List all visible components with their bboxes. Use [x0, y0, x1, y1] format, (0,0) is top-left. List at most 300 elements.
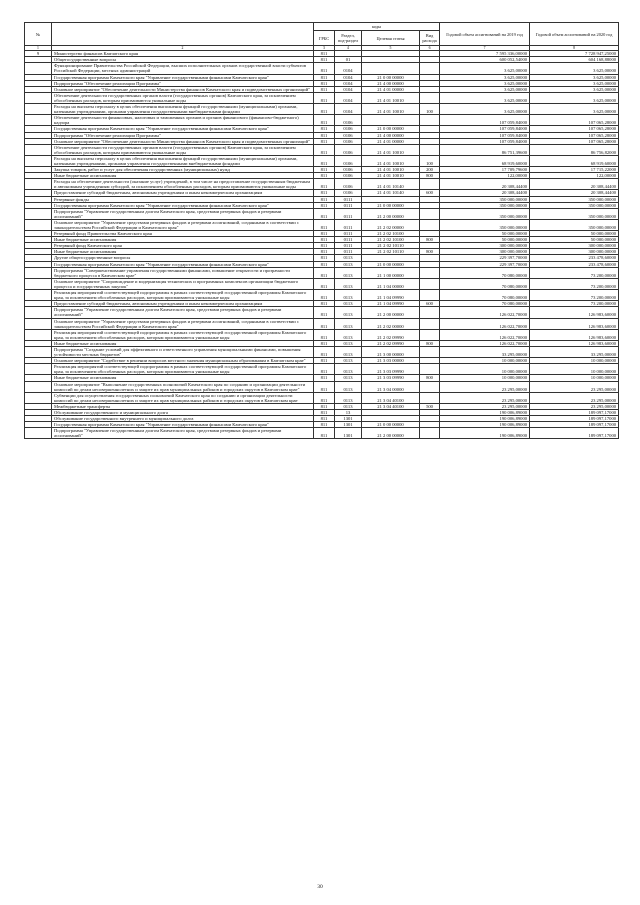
amount-2020: 23 295,00000	[530, 392, 619, 403]
grbs-code: 811	[314, 290, 335, 301]
amount-2019: 107 059,84000	[440, 115, 530, 126]
amount-2020: 7 728 947,25000	[530, 51, 619, 57]
section-code: 0111	[335, 243, 362, 249]
row-number	[25, 115, 52, 126]
section-code: 0106	[335, 155, 362, 166]
grbs-code: 811	[314, 318, 335, 329]
row-number	[25, 392, 52, 403]
item-name: Расходы на выплаты персоналу в целях обеспечения выполнения функций государственными (муниципальными) органами, казенными учреждениями, органами управления государственными внебюджетными фондами	[52, 104, 314, 115]
item-name: Подпрограмма "Управление государственным долгом Камчатского края, средствами резервных фондов и резервами ассигнований"	[52, 307, 314, 318]
item-name: Подпрограмма "Совершенствование управления государственными финансами, повышение открытости и прозрачности бюджетного процесса в Камчатском крае"	[52, 267, 314, 278]
item-name: Подпрограмма "Управление государственным долгом Камчатского края, средствами резервных фондов и резервами ассигнований"	[52, 428, 314, 439]
expense-type-code	[420, 92, 440, 103]
expense-type-code: 800	[420, 375, 440, 381]
amount-2019: 126 022,70000	[440, 318, 530, 329]
target-item-code	[362, 63, 420, 74]
section-code: 1301	[335, 422, 362, 428]
item-name: Основное мероприятие "Обеспечение деятельности Министерства финансов Камчатского края и подведомственных организаций"	[52, 138, 314, 144]
table-row	[25, 318, 619, 329]
amount-2019: 3 625,00000	[440, 74, 530, 80]
amount-2019: 10 000,00000	[440, 375, 530, 381]
row-number	[25, 428, 52, 439]
item-name: Обеспечение деятельности государственных органов власти (государственных органов) Камчатского края, за исключением обособленных расходов, которым присваиваются уникальные коды	[52, 144, 314, 155]
target-item-code: 21 4 00 00000	[362, 80, 420, 86]
amount-2019: 33 295,00000	[440, 346, 530, 357]
amount-2020: 350 000,00000	[530, 208, 619, 219]
amount-2019: 3 625,00000	[440, 80, 530, 86]
item-name: Иные бюджетные ассигнования	[52, 249, 314, 255]
amount-2019: 17 709,79600	[440, 167, 530, 173]
target-item-code: 21 2 02 09990	[362, 329, 420, 340]
table-row	[25, 144, 619, 155]
table-row	[25, 381, 619, 392]
amount-2019: 50 000,00000	[440, 231, 530, 237]
amount-2020: 189 097,17000	[530, 416, 619, 422]
item-name: Субвенции для осуществления государственных полномочий Камчатского края по созданию и организации деятельности комиссий по делам несовершеннолетних и защите их прав муниципальных районов и городских округов в Камчатском крае	[52, 392, 314, 403]
amount-2019: 68 919,60000	[440, 155, 530, 166]
item-name: Подпрограмма "Обеспечение реализации Программы"	[52, 80, 314, 86]
expense-type-code	[420, 346, 440, 357]
amount-2020: 10 000,00000	[530, 364, 619, 375]
target-item-code: 21 2 02 09990	[362, 340, 420, 346]
section-code: 0113	[335, 301, 362, 307]
grbs-code: 811	[314, 422, 335, 428]
table-row	[25, 290, 619, 301]
grbs-code: 811	[314, 255, 335, 261]
document-page	[24, 22, 618, 439]
column-index: 3	[314, 46, 335, 51]
grbs-code: 811	[314, 57, 335, 63]
grbs-code: 811	[314, 243, 335, 249]
section-code: 0104	[335, 104, 362, 115]
table-row	[25, 392, 619, 403]
table-row	[25, 179, 619, 190]
target-item-code	[362, 115, 420, 126]
amount-2020: 10 000,00000	[530, 358, 619, 364]
target-item-code: 21 1 04 09990	[362, 301, 420, 307]
target-item-code: 21 0 00 00000	[362, 261, 420, 267]
grbs-code: 811	[314, 132, 335, 138]
amount-2019: 70 080,00000	[440, 301, 530, 307]
amount-2020: 107 065,28000	[530, 126, 619, 132]
item-name: Основное мероприятие "Содействие в решении вопросов местного значения муниципальным образованиям в Камчатском крае"	[52, 358, 314, 364]
target-item-code: 21 2 02 10110	[362, 249, 420, 255]
item-name: Обеспечение деятельности финансовых, налоговых и таможенных органов и органов финансового (финансово-бюджетного) надзора	[52, 115, 314, 126]
amount-2019: 50 000,00000	[440, 237, 530, 243]
item-name: Иные бюджетные ассигнования	[52, 375, 314, 381]
section-code: 0104	[335, 80, 362, 86]
amount-2020: 73 200,00000	[530, 267, 619, 278]
amount-2020: 73 200,00000	[530, 290, 619, 301]
table-row	[25, 155, 619, 166]
amount-2019: 122,00000	[440, 173, 530, 179]
amount-2019: 190 006,89000	[440, 416, 530, 422]
grbs-code: 811	[314, 278, 335, 289]
amount-2020: 68 919,60000	[530, 155, 619, 166]
amount-2019: 23 295,00000	[440, 403, 530, 409]
amount-2020: 86 756,82000	[530, 144, 619, 155]
table-row	[25, 115, 619, 126]
grbs-code: 811	[314, 392, 335, 403]
section-code: 0113	[335, 261, 362, 267]
section-code: 0113	[335, 318, 362, 329]
amount-2020: 23 295,00000	[530, 403, 619, 409]
amount-2019: 300 000,00000	[440, 243, 530, 249]
expense-type-code: 600	[420, 301, 440, 307]
item-name: Другие общегосударственные вопросы	[52, 255, 314, 261]
item-name: Обслуживание государственного и муниципального долга	[52, 410, 314, 416]
amount-2019: 3 625,00000	[440, 86, 530, 92]
section-code: 0113	[335, 381, 362, 392]
grbs-code: 811	[314, 301, 335, 307]
expense-type-code: 800	[420, 173, 440, 179]
target-item-code: 21 4 00 00000	[362, 132, 420, 138]
amount-2019: 10 000,00000	[440, 358, 530, 364]
expense-type-code	[420, 428, 440, 439]
table-body	[25, 51, 619, 439]
grbs-code: 811	[314, 219, 335, 230]
item-name: Закупка товаров, работ и услуг для обеспечения государственных (муниципальных) нужд	[52, 167, 314, 173]
grbs-code: 811	[314, 104, 335, 115]
target-item-code: 21 4 01 10140	[362, 179, 420, 190]
grbs-code: 811	[314, 86, 335, 92]
expense-type-code: 800	[420, 340, 440, 346]
grbs-code: 811	[314, 381, 335, 392]
section-code: 0113	[335, 364, 362, 375]
expense-type-code	[420, 318, 440, 329]
amount-2020: 350 000,00000	[530, 196, 619, 202]
section-code: 0113	[335, 255, 362, 261]
grbs-code: 811	[314, 340, 335, 346]
section-code: 01	[335, 57, 362, 63]
amount-2019: 229 397,70000	[440, 255, 530, 261]
column-index: 6	[420, 46, 440, 51]
amount-2020: 126 983,60000	[530, 307, 619, 318]
item-name: Подпрограмма "Управление государственным долгом Камчатского края, средствами резервных фондов и резервами ассигнований"	[52, 208, 314, 219]
item-name: Резервные фонды	[52, 196, 314, 202]
table-row	[25, 307, 619, 318]
target-item-code: 21 3 03 00000	[362, 358, 420, 364]
table-row	[25, 329, 619, 340]
amount-2019: 190 006,89000	[440, 422, 530, 428]
item-name: Расходы на выплаты персоналу в целях обеспечения выполнения функций государственными (муниципальными) органами, казенными учреждениями, органами управления государственными внебюджетными фондами	[52, 155, 314, 166]
expense-type-code	[420, 144, 440, 155]
grbs-code: 811	[314, 202, 335, 208]
expense-type-code	[420, 267, 440, 278]
item-name: Иные бюджетные ассигнования	[52, 237, 314, 243]
row-number: 9	[25, 51, 52, 57]
amount-2019: 23 295,00000	[440, 381, 530, 392]
grbs-code: 811	[314, 179, 335, 190]
grbs-code: 811	[314, 375, 335, 381]
item-name: Функционирование Правительства Российской Федерации, высших исполнительных органов государственной власти субъектов Российской Федерации, местных администраций	[52, 63, 314, 74]
item-name: Государственная программа Камчатского края "Управление государственными финансами Камчатского края"	[52, 74, 314, 80]
amount-2020: 73 200,00000	[530, 278, 619, 289]
grbs-code: 811	[314, 190, 335, 196]
amount-2019: 3 625,00000	[440, 104, 530, 115]
grbs-code: 811	[314, 208, 335, 219]
amount-2020: 3 625,00000	[530, 63, 619, 74]
column-index: 8	[530, 46, 619, 51]
target-item-code: 21 4 01 10010	[362, 92, 420, 103]
header-expense-type: Вид расхода	[420, 31, 440, 46]
grbs-code: 811	[314, 196, 335, 202]
grbs-code: 811	[314, 80, 335, 86]
target-item-code: 21 4 01 10010	[362, 144, 420, 155]
target-item-code: 21 3 04 40100	[362, 403, 420, 409]
amount-2020: 107 065,28000	[530, 138, 619, 144]
item-name: Межбюджетные трансферты	[52, 403, 314, 409]
target-item-code: 21 2 00 00000	[362, 428, 420, 439]
amount-2019: 600 052,54000	[440, 57, 530, 63]
section-code: 13	[335, 410, 362, 416]
target-item-code: 21 3 04 40100	[362, 392, 420, 403]
target-item-code: 21 2 02 00000	[362, 318, 420, 329]
item-name: Предоставление субсидий бюджетным, автономным учреждениям и иным некоммерческим организациям	[52, 190, 314, 196]
expense-type-code	[420, 329, 440, 340]
expense-type-code	[420, 392, 440, 403]
target-item-code: 21 2 02 10110	[362, 243, 420, 249]
item-name: Реализация мероприятий соответствующей подпрограммы в рамках соответствующей государственной программы Камчатского края, за исключением обособленных расходов, которым присваиваются уникальные коды	[52, 364, 314, 375]
item-name: Государственная программа Камчатского края "Управление государственными финансами Камчатского края"	[52, 202, 314, 208]
amount-2020: 350 000,00000	[530, 202, 619, 208]
amount-2020: 300 000,00000	[530, 249, 619, 255]
row-number	[25, 144, 52, 155]
amount-2020: 122,00000	[530, 173, 619, 179]
header-grbs: ГРБС	[314, 31, 335, 46]
item-name: Резервный фонд Правительства Камчатского края	[52, 231, 314, 237]
amount-2019: 350 000,00000	[440, 202, 530, 208]
section-code: 1301	[335, 428, 362, 439]
row-number	[25, 208, 52, 219]
amount-2020: 350 000,00000	[530, 219, 619, 230]
expense-type-code	[420, 381, 440, 392]
target-item-code: 21 4 01 10140	[362, 190, 420, 196]
target-item-code: 21 1 00 00000	[362, 267, 420, 278]
header-name	[52, 23, 314, 46]
target-item-code: 21 0 00 00000	[362, 126, 420, 132]
section-code: 0113	[335, 278, 362, 289]
amount-2019: 107 059,84000	[440, 138, 530, 144]
amount-2020: 189 097,17000	[530, 422, 619, 428]
target-item-code: 21 1 04 09990	[362, 290, 420, 301]
item-name: Реализация мероприятий соответствующей подпрограммы в рамках соответствующей государственной программы Камчатского края, за исключением обособленных расходов, которым присваиваются уникальные коды	[52, 329, 314, 340]
item-name: Государственная программа Камчатского края "Управление государственными финансами Камчатского края"	[52, 261, 314, 267]
amount-2020: 233 478,60000	[530, 261, 619, 267]
amount-2019: 7 595 336,00000	[440, 51, 530, 57]
header-section: Раздел, под-раздел	[335, 31, 362, 46]
expense-type-code	[420, 290, 440, 301]
expense-type-code	[420, 208, 440, 219]
row-number	[25, 318, 52, 329]
section-code: 0111	[335, 249, 362, 255]
amount-2020: 73 200,00000	[530, 301, 619, 307]
amount-2020: 23 295,00000	[530, 381, 619, 392]
target-item-code: 21 4 01 10010	[362, 104, 420, 115]
section-code: 0113	[335, 346, 362, 357]
grbs-code: 811	[314, 92, 335, 103]
grbs-code: 811	[314, 403, 335, 409]
section-code: 0113	[335, 340, 362, 346]
expense-type-code	[420, 219, 440, 230]
amount-2020: 20 308,44400	[530, 190, 619, 196]
target-item-code: 21 3 00 00000	[362, 346, 420, 357]
grbs-code: 811	[314, 364, 335, 375]
table-row	[25, 219, 619, 230]
amount-2019: 126 022,70000	[440, 307, 530, 318]
amount-2020: 107 065,28000	[530, 132, 619, 138]
target-item-code: 21 0 00 00000	[362, 202, 420, 208]
section-code: 1301	[335, 416, 362, 422]
item-name: Предоставление субсидий бюджетным, автономным учреждениям и иным некоммерческим организациям	[52, 301, 314, 307]
expense-type-code	[420, 115, 440, 126]
amount-2020: 3 625,00000	[530, 92, 619, 103]
amount-2020: 300 000,00000	[530, 243, 619, 249]
amount-2019: 229 397,70000	[440, 261, 530, 267]
target-item-code: 21 4 01 00000	[362, 138, 420, 144]
target-item-code: 21 2 00 00000	[362, 307, 420, 318]
table-row	[25, 364, 619, 375]
amount-2020: 126 983,60000	[530, 340, 619, 346]
expense-type-code	[420, 307, 440, 318]
column-index: 2	[52, 46, 314, 51]
amount-2020: 3 625,00000	[530, 86, 619, 92]
grbs-code: 811	[314, 155, 335, 166]
grbs-code: 811	[314, 173, 335, 179]
amount-2020: 50 000,00000	[530, 231, 619, 237]
amount-2019: 350 000,00000	[440, 196, 530, 202]
grbs-code: 811	[314, 144, 335, 155]
page-number: 30	[317, 884, 323, 890]
item-name: Основное мероприятие "Выполнение государственных полномочий Камчатского края по созданию и организации деятельности комиссий по делам несовершеннолетних и защите их прав муниципальных районов и городских округов в Камчатском крае"	[52, 381, 314, 392]
section-code: 0106	[335, 179, 362, 190]
section-code: 0106	[335, 190, 362, 196]
item-name: Основное мероприятие "Обеспечение деятельности Министерства финансов Камчатского края и подведомственных организаций"	[52, 86, 314, 92]
row-number	[25, 381, 52, 392]
expense-type-code: 500	[420, 403, 440, 409]
section-code: 0104	[335, 86, 362, 92]
amount-2020: 233 478,60000	[530, 255, 619, 261]
expense-type-code	[420, 63, 440, 74]
header-target-item: Целевая статья	[362, 31, 420, 46]
amount-2019: 107 059,84000	[440, 132, 530, 138]
section-code: 0106	[335, 173, 362, 179]
expense-type-code: 100	[420, 155, 440, 166]
row-number	[25, 307, 52, 318]
amount-2019: 107 059,84000	[440, 126, 530, 132]
grbs-code: 811	[314, 329, 335, 340]
grbs-code: 811	[314, 115, 335, 126]
amount-2019: 20 308,44400	[440, 190, 530, 196]
item-name: Подпрограмма "Обеспечение реализации Программы"	[52, 132, 314, 138]
target-item-code: 21 3 04 00000	[362, 381, 420, 392]
section-code: 0106	[335, 115, 362, 126]
amount-2019: 190 006,89000	[440, 410, 530, 416]
grbs-code: 811	[314, 126, 335, 132]
amount-2020: 189 097,17000	[530, 410, 619, 416]
expense-type-code: 200	[420, 167, 440, 173]
target-item-code: 21 2 00 00000	[362, 208, 420, 219]
table-row	[25, 92, 619, 103]
amount-2019: 300 000,00000	[440, 249, 530, 255]
row-number	[25, 278, 52, 289]
header-year-2020: Годовой объем ассигнований на 2020 год	[530, 23, 619, 46]
amount-2019: 190 006,89000	[440, 428, 530, 439]
column-index: 5	[362, 46, 420, 51]
table-row	[25, 267, 619, 278]
section-code: 0111	[335, 219, 362, 230]
table-row	[25, 428, 619, 439]
amount-2020: 604 168,88000	[530, 57, 619, 63]
expense-type-code: 800	[420, 237, 440, 243]
row-number	[25, 104, 52, 115]
item-name: Расходы на обеспечение деятельности (оказание услуг) учреждений, в том числе на предоставление государственным бюджетным и автономным учреждениям субсидий, за исключением обособленных расходов, которым присваиваются уникальные коды	[52, 179, 314, 190]
target-item-code: 21 2 02 00000	[362, 219, 420, 230]
item-name: Иные бюджетные ассигнования	[52, 173, 314, 179]
row-number	[25, 364, 52, 375]
budget-table	[24, 22, 619, 439]
section-code: 0104	[335, 74, 362, 80]
section-code: 0111	[335, 237, 362, 243]
amount-2019: 23 295,00000	[440, 392, 530, 403]
item-name: Государственная программа Камчатского края "Управление государственными финансами Камчатского края"	[52, 126, 314, 132]
amount-2019: 86 751,39600	[440, 144, 530, 155]
section-code: 0113	[335, 392, 362, 403]
expense-type-code	[420, 179, 440, 190]
amount-2020: 17 715,22000	[530, 167, 619, 173]
grbs-code: 811	[314, 249, 335, 255]
section-code: 0113	[335, 403, 362, 409]
target-item-code: 21 0 00 00000	[362, 74, 420, 80]
item-name: Государственная программа Камчатского края "Управление государственными финансами Камчатского края"	[52, 422, 314, 428]
section-code: 0106	[335, 126, 362, 132]
amount-2019: 3 625,00000	[440, 63, 530, 74]
grbs-code: 811	[314, 74, 335, 80]
amount-2020: 126 983,60000	[530, 318, 619, 329]
row-number	[25, 155, 52, 166]
grbs-code: 811	[314, 237, 335, 243]
amount-2020: 126 983,60000	[530, 329, 619, 340]
item-name: Иные бюджетные ассигнования	[52, 340, 314, 346]
target-item-code: 21 0 00 00000	[362, 422, 420, 428]
row-number	[25, 267, 52, 278]
grbs-code: 811	[314, 63, 335, 74]
expense-type-code: 800	[420, 249, 440, 255]
target-item-code: 21 3 03 09990	[362, 375, 420, 381]
amount-2020: 10 000,00000	[530, 375, 619, 381]
amount-2020: 50 000,00000	[530, 237, 619, 243]
item-name: Резервный фонд Камчатского края	[52, 243, 314, 249]
item-name: Реализация мероприятий соответствующей подпрограммы в рамках соответствующей государственной программы Камчатского края, за исключением обособленных расходов, которым присваиваются уникальные коды	[52, 290, 314, 301]
section-code: 0113	[335, 358, 362, 364]
amount-2019: 3 625,00000	[440, 92, 530, 103]
amount-2020: 3 625,00000	[530, 74, 619, 80]
expense-type-code: 100	[420, 104, 440, 115]
grbs-code: 811	[314, 358, 335, 364]
target-item-code: 21 2 02 10100	[362, 231, 420, 237]
amount-2019: 126 022,70000	[440, 329, 530, 340]
section-code: 0111	[335, 202, 362, 208]
item-name: Основное мероприятие "Сопровождение и модернизация технических и программных комплексов организации бюджетного процесса и государственных закупок"	[52, 278, 314, 289]
amount-2020: 33 295,00000	[530, 346, 619, 357]
section-code: 0113	[335, 329, 362, 340]
target-item-code: 21 4 01 10010	[362, 173, 420, 179]
target-item-code: 21 2 02 10100	[362, 237, 420, 243]
target-item-code: 21 1 04 00000	[362, 278, 420, 289]
amount-2019: 20 308,44400	[440, 179, 530, 190]
amount-2019: 70 080,00000	[440, 278, 530, 289]
section-code: 0106	[335, 167, 362, 173]
